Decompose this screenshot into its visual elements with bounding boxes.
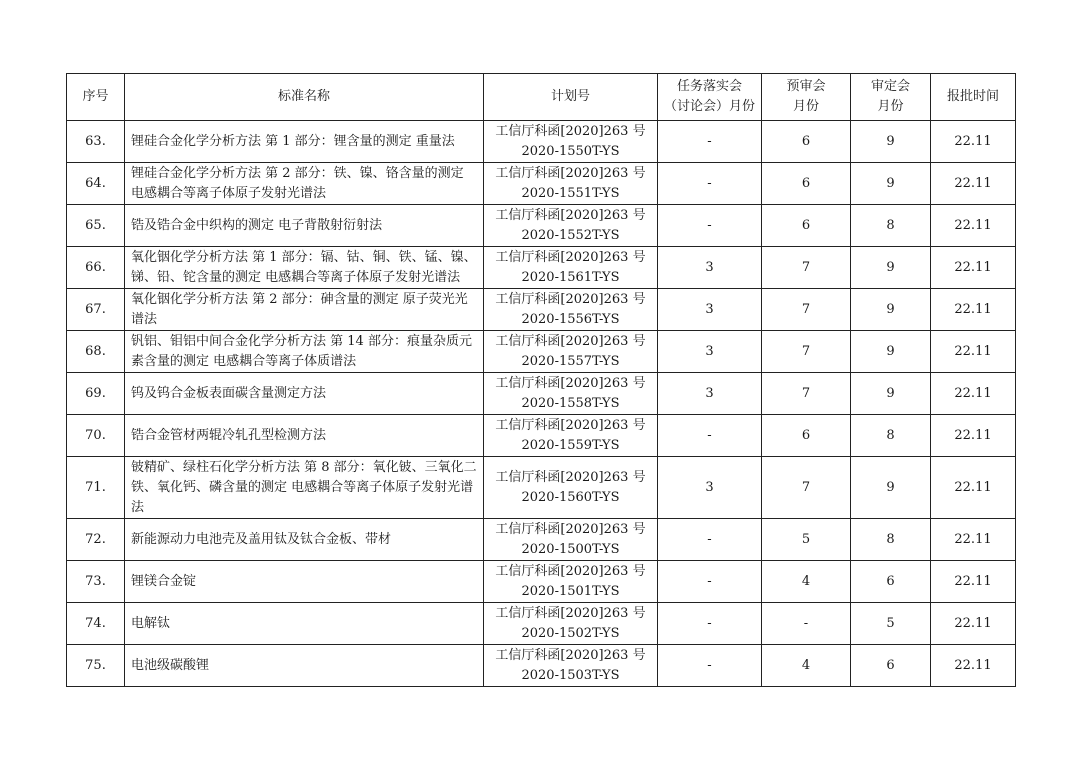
task-meeting-month: - [658,163,762,205]
plan-document-ref: 工信厅科函[2020]263 号 [495,207,646,223]
standard-name: 锂硅合金化学分析方法 第 1 部分：锂含量的测定 重量法 [125,121,484,163]
task-meeting-month: 3 [658,247,762,289]
header-task-line2: （讨论会）月份 [663,99,755,114]
pre-review-month: 7 [762,457,851,519]
final-review-month: 9 [851,373,931,415]
plan-code: 2020-1559T-YS [521,437,620,453]
header-report-time: 报批时间 [931,74,1016,121]
header-pre-line1: 预审会 [786,79,826,94]
plan-code: 2020-1561T-YS [521,269,620,285]
final-review-month: 9 [851,457,931,519]
task-meeting-month: 3 [658,373,762,415]
plan-number [484,331,658,373]
report-time: 22.11 [931,457,1016,519]
standard-name: 电池级碳酸锂 [125,645,484,687]
table-row [67,247,1016,289]
standards-table [66,73,1016,687]
plan-number [484,373,658,415]
report-time: 22.11 [931,561,1016,603]
table-row [67,457,1016,519]
report-time: 22.11 [931,603,1016,645]
header-plan-number: 计划号 [484,74,658,121]
task-meeting-month: - [658,415,762,457]
task-meeting-month: - [658,561,762,603]
plan-code: 2020-1500T-YS [521,541,620,557]
plan-number [484,519,658,561]
plan-number [484,205,658,247]
row-number: 66. [67,247,125,289]
plan-document-ref: 工信厅科函[2020]263 号 [495,291,646,307]
plan-document-ref: 工信厅科函[2020]263 号 [495,563,646,579]
standard-name: 新能源动力电池壳及盖用钛及钛合金板、带材 [125,519,484,561]
row-number: 73. [67,561,125,603]
standard-name: 锆合金管材两辊冷轧孔型检测方法 [125,415,484,457]
plan-code: 2020-1551T-YS [521,185,620,201]
pre-review-month: 5 [762,519,851,561]
pre-review-month: 6 [762,121,851,163]
plan-number [484,415,658,457]
report-time: 22.11 [931,519,1016,561]
plan-code: 2020-1502T-YS [521,625,620,641]
pre-review-month: 7 [762,373,851,415]
plan-number [484,121,658,163]
report-time: 22.11 [931,163,1016,205]
plan-document-ref: 工信厅科函[2020]263 号 [495,521,646,537]
table-body [67,121,1016,687]
plan-code: 2020-1501T-YS [521,583,620,599]
plan-code: 2020-1558T-YS [521,395,620,411]
plan-code: 2020-1552T-YS [521,227,620,243]
report-time: 22.11 [931,121,1016,163]
plan-number [484,645,658,687]
report-time: 22.11 [931,205,1016,247]
plan-document-ref: 工信厅科函[2020]263 号 [495,249,646,265]
task-meeting-month: 3 [658,331,762,373]
pre-review-month: 6 [762,415,851,457]
header-no: 序号 [67,74,125,121]
plan-document-ref: 工信厅科函[2020]263 号 [495,469,646,485]
report-time: 22.11 [931,331,1016,373]
header-task-line1: 任务落实会 [676,79,742,94]
standard-name: 铍精矿、绿柱石化学分析方法 第 8 部分：氧化铍、三氧化二铁、氧化钙、磷含量的测定 电感耦合等离子体原子发射光谱法 [125,457,484,519]
table-row [67,163,1016,205]
pre-review-month: 7 [762,247,851,289]
final-review-month: 9 [851,163,931,205]
table-row [67,331,1016,373]
header-standard-name: 标准名称 [125,74,484,121]
header-final-line1: 审定会 [870,79,910,94]
plan-number [484,163,658,205]
table-row [67,519,1016,561]
final-review-month: 9 [851,247,931,289]
plan-number [484,247,658,289]
plan-document-ref: 工信厅科函[2020]263 号 [495,647,646,663]
report-time: 22.11 [931,645,1016,687]
table-row [67,373,1016,415]
plan-number [484,457,658,519]
plan-document-ref: 工信厅科函[2020]263 号 [495,165,646,181]
plan-document-ref: 工信厅科函[2020]263 号 [495,605,646,621]
header-final-line2: 月份 [877,99,904,114]
row-number: 72. [67,519,125,561]
report-time: 22.11 [931,415,1016,457]
header-pre-review-month [762,74,851,121]
standard-name: 锂硅合金化学分析方法 第 2 部分：铁、镍、铬含量的测定 电感耦合等离子体原子发射光谱法 [125,163,484,205]
row-number: 68. [67,331,125,373]
task-meeting-month: - [658,205,762,247]
table-row [67,205,1016,247]
task-meeting-month: - [658,603,762,645]
standard-name: 氧化铟化学分析方法 第 2 部分：砷含量的测定 原子荧光光谱法 [125,289,484,331]
plan-document-ref: 工信厅科函[2020]263 号 [495,417,646,433]
plan-document-ref: 工信厅科函[2020]263 号 [495,333,646,349]
row-number: 70. [67,415,125,457]
final-review-month: 9 [851,121,931,163]
table-row [67,561,1016,603]
table-row [67,121,1016,163]
standard-name: 电解钛 [125,603,484,645]
header-pre-line2: 月份 [792,99,819,114]
plan-code: 2020-1557T-YS [521,353,620,369]
standard-name: 锆及锆合金中织构的测定 电子背散射衍射法 [125,205,484,247]
final-review-month: 8 [851,519,931,561]
row-number: 64. [67,163,125,205]
table-row [67,415,1016,457]
plan-code: 2020-1560T-YS [521,489,620,505]
report-time: 22.11 [931,373,1016,415]
table-header-row [67,74,1016,121]
row-number: 65. [67,205,125,247]
standard-name: 钒铝、钼铝中间合金化学分析方法 第 14 部分：痕量杂质元素含量的测定 电感耦合等离子体质谱法 [125,331,484,373]
task-meeting-month: 3 [658,457,762,519]
row-number: 75. [67,645,125,687]
final-review-month: 9 [851,289,931,331]
pre-review-month: 4 [762,645,851,687]
report-time: 22.11 [931,289,1016,331]
pre-review-month: 7 [762,289,851,331]
plan-code: 2020-1556T-YS [521,311,620,327]
final-review-month: 5 [851,603,931,645]
plan-document-ref: 工信厅科函[2020]263 号 [495,123,646,139]
pre-review-month: - [762,603,851,645]
report-time: 22.11 [931,247,1016,289]
pre-review-month: 4 [762,561,851,603]
plan-number [484,289,658,331]
table-row [67,289,1016,331]
plan-code: 2020-1503T-YS [521,667,620,683]
standard-name: 锂镁合金锭 [125,561,484,603]
standard-name: 钨及钨合金板表面碳含量测定方法 [125,373,484,415]
table-row [67,603,1016,645]
pre-review-month: 7 [762,331,851,373]
pre-review-month: 6 [762,163,851,205]
row-number: 63. [67,121,125,163]
task-meeting-month: - [658,519,762,561]
final-review-month: 8 [851,205,931,247]
standard-name: 氧化铟化学分析方法 第 1 部分：镉、钴、铜、铁、锰、镍、锑、铅、铊含量的测定 电感耦合等离子体原子发射光谱法 [125,247,484,289]
plan-number [484,561,658,603]
table-row [67,645,1016,687]
plan-code: 2020-1550T-YS [521,143,620,159]
header-task-meeting-month [658,74,762,121]
row-number: 74. [67,603,125,645]
plan-document-ref: 工信厅科函[2020]263 号 [495,375,646,391]
task-meeting-month: - [658,645,762,687]
row-number: 67. [67,289,125,331]
header-final-review-month [851,74,931,121]
plan-number [484,603,658,645]
task-meeting-month: 3 [658,289,762,331]
task-meeting-month: - [658,121,762,163]
final-review-month: 8 [851,415,931,457]
final-review-month: 6 [851,561,931,603]
pre-review-month: 6 [762,205,851,247]
final-review-month: 6 [851,645,931,687]
row-number: 69. [67,373,125,415]
final-review-month: 9 [851,331,931,373]
row-number: 71. [67,457,125,519]
